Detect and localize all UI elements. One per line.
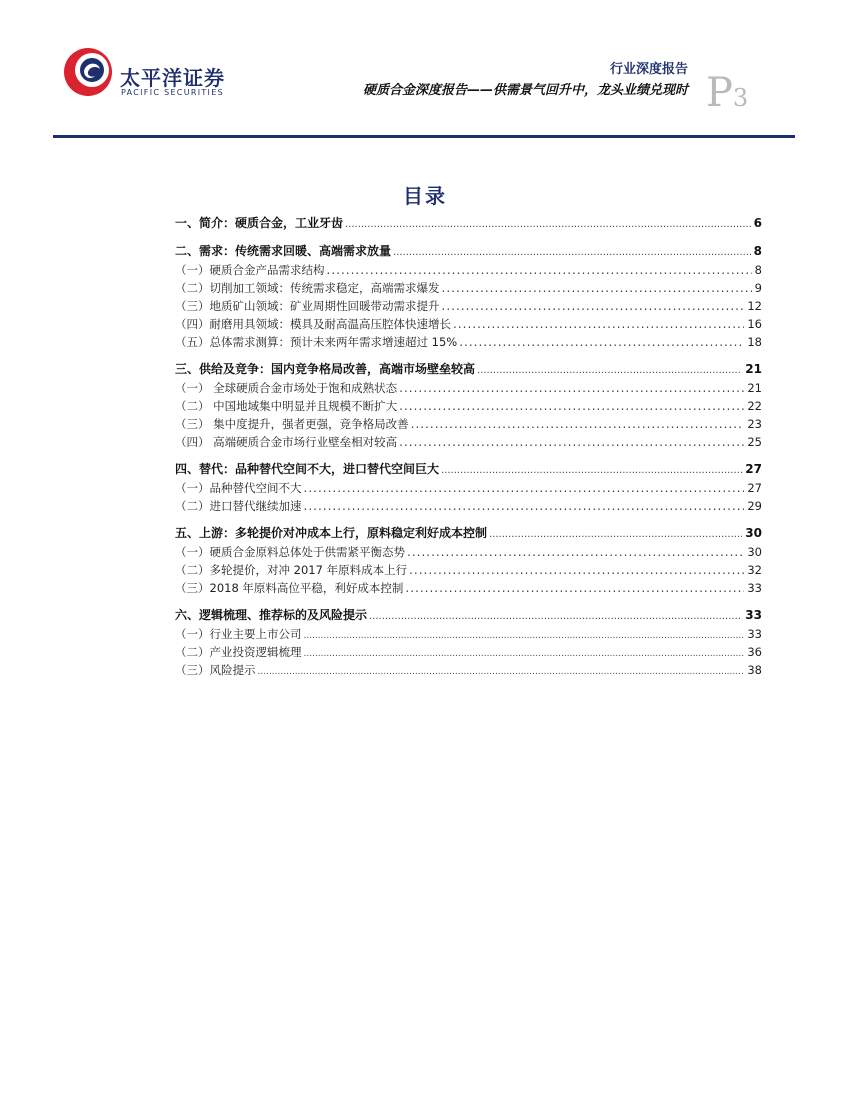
toc-leader-dots [441, 465, 742, 476]
toc-leader-dots [399, 399, 744, 413]
toc-section-6[interactable] [175, 606, 762, 626]
toc-item[interactable] [175, 662, 762, 680]
toc-leader-dots [304, 649, 745, 659]
toc-item[interactable] [175, 434, 762, 452]
toc-page-number: 33 [747, 627, 762, 641]
toc-leader-dots [399, 381, 744, 395]
toc-page-number: 22 [747, 399, 762, 413]
toc-item-label: （三）2018 年原料高位平稳，利好成本控制 [175, 581, 404, 595]
toc-section-3[interactable] [175, 360, 762, 380]
toc-section-5[interactable] [175, 524, 762, 544]
toc-item-label: （一）品种替代空间不大 [175, 481, 302, 495]
toc-section-label: 六、逻辑梳理、推荐标的及风险提示 [175, 608, 368, 622]
toc-page-number: 36 [747, 645, 762, 659]
toc-section-1[interactable] [175, 214, 762, 234]
toc-item[interactable] [175, 580, 762, 598]
toc-leader-dots [459, 335, 744, 349]
brand-name-cn: 太平洋证券 [120, 66, 225, 90]
toc-page-number: 21 [745, 362, 762, 376]
toc-leader-dots [304, 631, 745, 641]
page-number-letter: P [706, 70, 733, 116]
toc-page-number: 38 [747, 663, 762, 677]
toc-item-label: （一） 全球硬质合金市场处于饱和成熟状态 [175, 381, 398, 395]
toc-item-label: （一）行业主要上市公司 [175, 627, 302, 641]
toc-leader-dots [369, 611, 742, 622]
toc-page-number: 21 [747, 381, 762, 395]
toc-page-number: 8 [754, 263, 762, 277]
toc-item-label: （二） 中国地域集中明显并且规模不断扩大 [175, 399, 398, 413]
toc-page-number: 33 [745, 608, 762, 622]
toc-section-label: 三、供给及竞争：国内竞争格局改善，高端市场壁垒较高 [175, 362, 476, 376]
report-type-label: 行业深度报告 [609, 62, 688, 77]
toc-item[interactable] [175, 398, 762, 416]
toc-leader-dots [477, 365, 742, 376]
toc-leader-dots [258, 667, 745, 677]
toc-page-number: 12 [747, 299, 762, 313]
toc-item-label: （二）产业投资逻辑梳理 [175, 645, 302, 659]
toc-leader-dots [399, 435, 744, 449]
toc-page-number: 23 [747, 417, 762, 431]
toc-item-label: （五）总体需求测算：预计未来两年需求增速超过 15% [175, 335, 458, 349]
toc-section-2[interactable] [175, 242, 762, 262]
toc-section-label: 四、替代：品种替代空间不大，进口替代空间巨大 [175, 462, 440, 476]
toc-leader-dots [407, 545, 744, 559]
toc-item[interactable] [175, 298, 762, 316]
toc-page-number: 33 [747, 581, 762, 595]
toc-page-number: 30 [747, 545, 762, 559]
header-divider [53, 135, 795, 138]
toc-title: 目录 [403, 184, 447, 208]
toc-leader-dots [345, 219, 751, 230]
toc-item-label: （二）多轮提价，对冲 2017 年原料成本上行 [175, 563, 408, 577]
page-number [706, 70, 748, 116]
toc-page-number: 8 [753, 244, 762, 258]
table-of-contents [175, 214, 762, 680]
toc-item-label: （一）硬质合金原料总体处于供需紧平衡态势 [175, 545, 405, 559]
toc-section-label: 一、简介：硬质合金，工业牙齿 [175, 216, 344, 230]
toc-section-label: 二、需求：传统需求回暖、高端需求放量 [175, 244, 392, 258]
toc-item-label: （三） 集中度提升，强者更强，竞争格局改善 [175, 417, 409, 431]
brand-name-en: PACIFIC SECURITIES [121, 88, 224, 97]
toc-leader-dots [411, 417, 745, 431]
pacific-securities-logo-icon [62, 46, 114, 98]
toc-item-label: （一）硬质合金产品需求结构 [175, 263, 325, 277]
toc-item[interactable] [175, 280, 762, 298]
toc-leader-dots [409, 563, 744, 577]
toc-item[interactable] [175, 416, 762, 434]
toc-leader-dots [442, 281, 752, 295]
toc-item[interactable] [175, 562, 762, 580]
toc-page-number: 27 [747, 481, 762, 495]
toc-section-label: 五、上游：多轮提价对冲成本上行，原料稳定利好成本控制 [175, 526, 488, 540]
toc-item[interactable] [175, 544, 762, 562]
toc-page-number: 29 [747, 499, 762, 513]
toc-page-number: 32 [747, 563, 762, 577]
toc-item[interactable] [175, 334, 762, 352]
toc-page-number: 18 [747, 335, 762, 349]
toc-section-4[interactable] [175, 460, 762, 480]
toc-item-label: （三）地质矿山领域：矿业周期性回暖带动需求提升 [175, 299, 440, 313]
toc-page-number: 9 [754, 281, 762, 295]
toc-item[interactable] [175, 644, 762, 662]
toc-leader-dots [442, 299, 745, 313]
toc-leader-dots [304, 499, 745, 513]
toc-item-label: （三）风险提示 [175, 663, 256, 677]
toc-page-number: 27 [745, 462, 762, 476]
toc-leader-dots [405, 581, 744, 595]
toc-item-label: （四）耐磨用具领域：模具及耐高温高压腔体快速增长 [175, 317, 451, 331]
report-title: 硬质合金深度报告——供需景气回升中，龙头业绩兑现时 [362, 83, 688, 98]
toc-item[interactable] [175, 316, 762, 334]
toc-item[interactable] [175, 626, 762, 644]
toc-item[interactable] [175, 480, 762, 498]
toc-page-number: 16 [747, 317, 762, 331]
toc-leader-dots [489, 529, 742, 540]
toc-leader-dots [393, 247, 751, 258]
toc-leader-dots [304, 481, 745, 495]
toc-leader-dots [453, 317, 744, 331]
toc-item-label: （四） 高端硬质合金市场行业壁垒相对较高 [175, 435, 398, 449]
toc-item-label: （二）进口替代继续加速 [175, 499, 302, 513]
toc-page-number: 25 [747, 435, 762, 449]
page-number-digit: 3 [732, 84, 749, 112]
toc-item-label: （二）切削加工领域：传统需求稳定，高端需求爆发 [175, 281, 440, 295]
toc-page-number: 6 [753, 216, 762, 230]
toc-item[interactable] [175, 262, 762, 280]
toc-item[interactable] [175, 498, 762, 516]
toc-item[interactable] [175, 380, 762, 398]
toc-leader-dots [327, 263, 752, 277]
page-header [0, 0, 850, 140]
toc-page-number: 30 [745, 526, 762, 540]
